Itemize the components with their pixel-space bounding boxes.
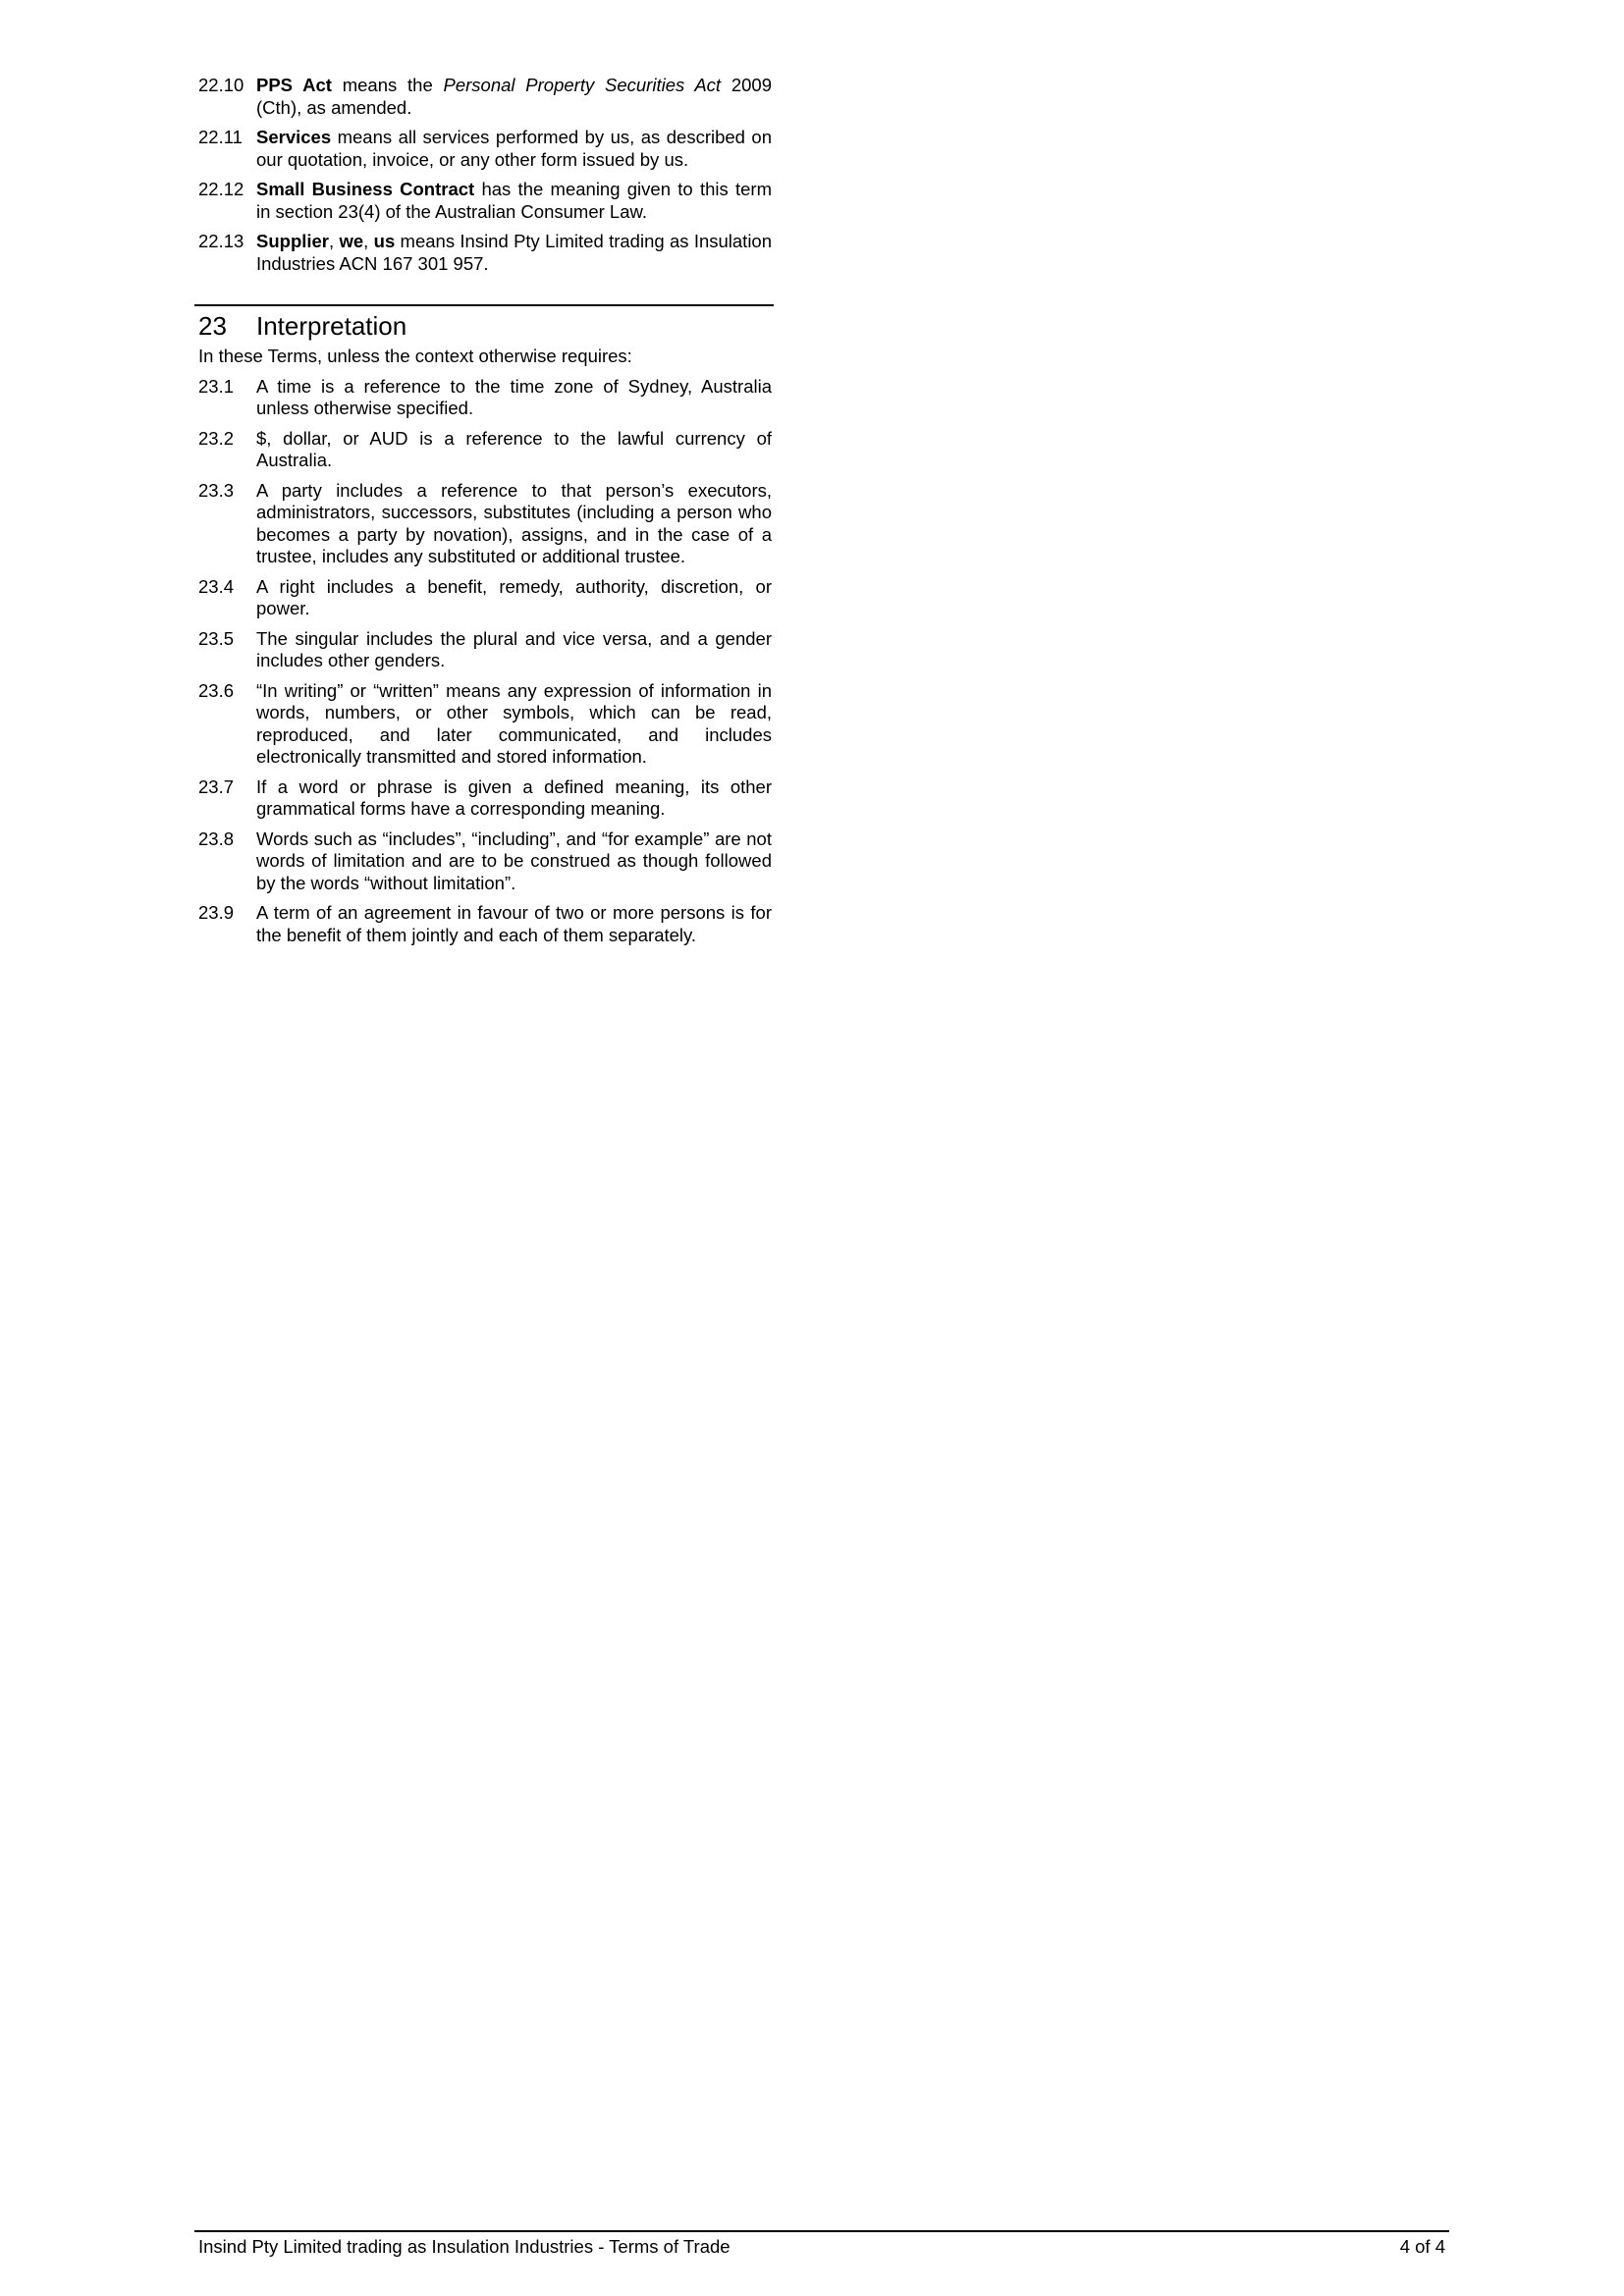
clause-text: A party includes a reference to that person’s executors, administrators, successors, substitutes (including a person who becomes a party by novation), assigns, and in the case of a trustee, includes any substituted or additional trustee. bbox=[256, 479, 772, 566]
clause-number: 22.12 bbox=[198, 179, 244, 199]
clause-number: 23.3 bbox=[198, 479, 235, 501]
interpretation-clause bbox=[194, 828, 774, 895]
clause-text: A right includes a benefit, remedy, authority, discretion, or power. bbox=[256, 575, 772, 618]
section-title: Interpretation bbox=[256, 311, 407, 341]
clause-text bbox=[256, 179, 774, 223]
clause-text-run: 2009 (Cth), as amended. bbox=[256, 75, 772, 118]
interpretation-list bbox=[194, 376, 774, 947]
interpretation-clause bbox=[194, 628, 774, 672]
definition-clause bbox=[194, 127, 774, 171]
interpretation-clause bbox=[194, 376, 774, 420]
defined-term: us bbox=[373, 231, 396, 251]
interpretation-clause bbox=[194, 576, 774, 620]
defined-term: PPS Act bbox=[256, 75, 332, 95]
clause-text-run: means all services performed by us, as described on our quotation, invoice, or any other form issued by us. bbox=[256, 127, 772, 170]
clause-number: 23.5 bbox=[198, 627, 235, 649]
section-heading bbox=[194, 304, 774, 342]
clause-text: A time is a reference to the time zone of Sydney, Australia unless otherwise specified. bbox=[256, 375, 772, 418]
clause-text-run: , bbox=[363, 231, 374, 251]
clause-text: $, dollar, or AUD is a reference to the lawful currency of Australia. bbox=[256, 427, 772, 470]
clause-text bbox=[256, 75, 774, 119]
interpretation-clause bbox=[194, 428, 774, 472]
clause-text-run: has the meaning given to this term in section 23(4) of the Australian Consumer Law. bbox=[256, 179, 772, 222]
clause-number: 22.11 bbox=[198, 127, 243, 147]
clause-text: “In writing” or “written” means any expression of information in words, numbers, or other symbols, which can be read, reproduced, and later communicated, and includes electronically transmitted and stored information. bbox=[256, 679, 772, 767]
interpretation-clause bbox=[194, 902, 774, 946]
clause-text: A term of an agreement in favour of two or more persons is for the benefit of them jointly and each of them separately. bbox=[256, 902, 772, 945]
clause-number: 23.1 bbox=[198, 375, 235, 397]
definition-clause bbox=[194, 231, 774, 275]
clause-number: 22.13 bbox=[198, 231, 244, 251]
clause-number: 23.6 bbox=[198, 679, 235, 701]
definitions-list bbox=[194, 75, 774, 275]
defined-term: we bbox=[339, 231, 364, 251]
act-title: Personal Property Securities Act bbox=[443, 75, 722, 95]
defined-term: Small Business Contract bbox=[256, 179, 475, 199]
definition-clause bbox=[194, 75, 774, 119]
clause-text: If a word or phrase is given a defined meaning, its other grammatical forms have a corresponding meaning. bbox=[256, 775, 772, 819]
interpretation-clause bbox=[194, 776, 774, 821]
section-intro: In these Terms, unless the context otherwise requires: bbox=[198, 346, 632, 366]
clause-number: 23.7 bbox=[198, 775, 235, 797]
footer-title: Insind Pty Limited trading as Insulation Industries - Terms of Trade bbox=[198, 2236, 731, 2257]
clause-number: 23.9 bbox=[198, 902, 235, 923]
clause-text-run: , bbox=[329, 231, 340, 251]
interpretation-clause bbox=[194, 480, 774, 568]
definition-clause bbox=[194, 179, 774, 223]
page-number: 4 of 4 bbox=[1399, 2236, 1445, 2257]
clause-text: Words such as “includes”, “including”, and “for example” are not words of limitation and are to be construed as though followed by the words “without limitation”. bbox=[256, 828, 772, 893]
page-footer bbox=[194, 2230, 1449, 2258]
section-number: 23 bbox=[198, 311, 227, 341]
document-column bbox=[194, 75, 774, 954]
clause-number: 22.10 bbox=[198, 75, 244, 95]
clause-text-run: means Insind Pty Limited trading as Insulation Industries ACN 167 301 957. bbox=[256, 231, 773, 274]
defined-term: Supplier bbox=[256, 231, 330, 251]
clause-number: 23.4 bbox=[198, 575, 235, 597]
clause-text-run: means the bbox=[331, 75, 444, 95]
clause-text: The singular includes the plural and vice versa, and a gender includes other genders. bbox=[256, 627, 772, 670]
clause-text bbox=[256, 231, 774, 275]
clause-text bbox=[256, 127, 774, 171]
defined-term: Services bbox=[256, 127, 332, 147]
interpretation-clause bbox=[194, 680, 774, 769]
clause-number: 23.8 bbox=[198, 828, 235, 849]
clause-number: 23.2 bbox=[198, 427, 235, 449]
